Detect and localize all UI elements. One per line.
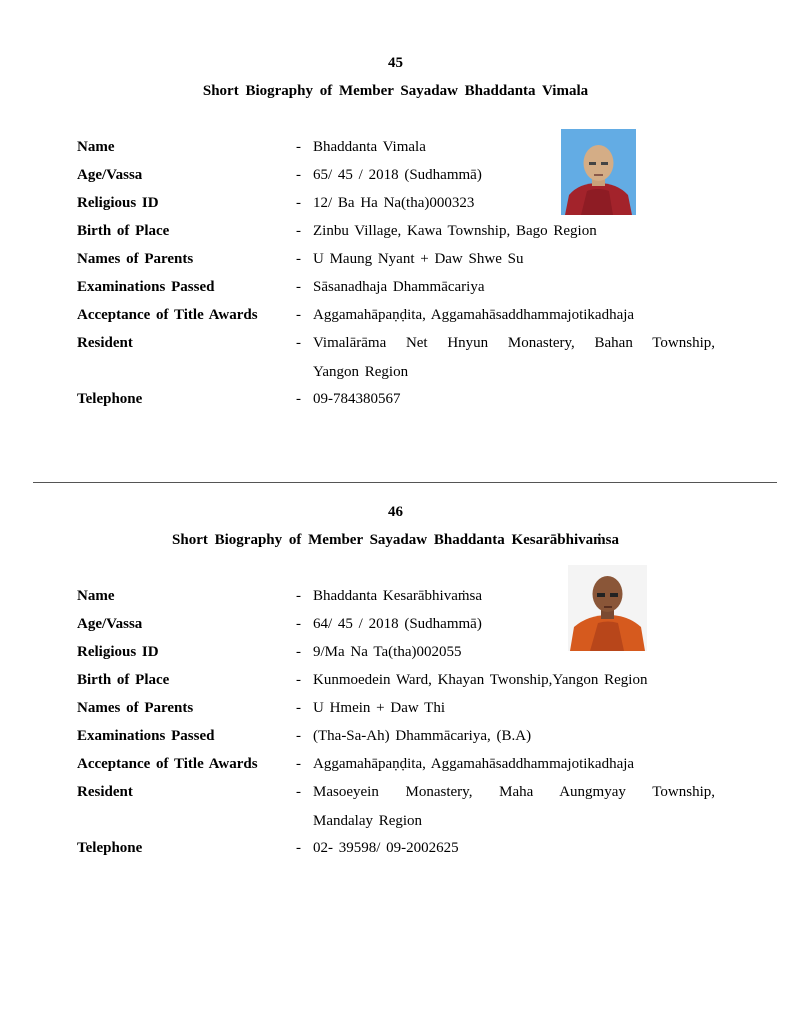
field-label: Resident bbox=[77, 784, 133, 800]
field-label: Religious ID bbox=[77, 195, 159, 211]
field-label: Name bbox=[77, 139, 115, 155]
field-row-name bbox=[0, 139, 791, 167]
field-row-telephone bbox=[0, 391, 791, 419]
field-dash: - bbox=[296, 251, 301, 267]
field-dash: - bbox=[296, 756, 301, 772]
field-value: 9/Ma Na Ta(tha)002055 bbox=[313, 644, 462, 660]
field-row-age bbox=[0, 167, 791, 195]
field-dash: - bbox=[296, 672, 301, 688]
field-row-religious-id bbox=[0, 644, 791, 672]
field-label: Birth of Place bbox=[77, 672, 170, 688]
field-value: Aggamahāpaṇḍita, Aggamahāsaddhammajotikadhaja bbox=[313, 756, 635, 772]
field-dash: - bbox=[296, 335, 301, 351]
field-row-age bbox=[0, 616, 791, 644]
field-value: 02- 39598/ 09-2002625 bbox=[313, 840, 459, 856]
field-dash: - bbox=[296, 167, 301, 183]
field-value: Sāsanadhaja Dhammācariya bbox=[313, 279, 485, 295]
field-row-resident bbox=[0, 335, 791, 363]
field-value-continuation: Yangon Region bbox=[313, 364, 409, 380]
field-row-name bbox=[0, 588, 791, 616]
field-dash: - bbox=[296, 279, 301, 295]
field-dash: - bbox=[296, 223, 301, 239]
biography-number: 46 bbox=[388, 504, 403, 520]
field-value: Kunmoedein Ward, Khayan Twonship,Yangon Region bbox=[313, 672, 648, 688]
field-value: Zinbu Village, Kawa Township, Bago Region bbox=[313, 223, 597, 239]
field-dash: - bbox=[296, 307, 301, 323]
field-row-parents bbox=[0, 700, 791, 728]
field-value: 65/ 45 / 2018 (Sudhammā) bbox=[313, 167, 482, 183]
section-divider bbox=[33, 482, 777, 483]
field-value-continuation: Mandalay Region bbox=[313, 813, 423, 829]
field-label: Examinations Passed bbox=[77, 728, 215, 744]
field-row-exams bbox=[0, 279, 791, 307]
field-value: Masoeyein Monastery, Maha Aungmyay Township, bbox=[313, 784, 715, 800]
field-value: Aggamahāpaṇḍita, Aggamahāsaddhammajotikadhaja bbox=[313, 307, 635, 323]
field-label: Age/Vassa bbox=[77, 167, 143, 183]
field-row-parents bbox=[0, 251, 791, 279]
field-dash: - bbox=[296, 391, 301, 407]
field-label: Names of Parents bbox=[77, 700, 194, 716]
field-label: Telephone bbox=[77, 391, 143, 407]
field-dash: - bbox=[296, 728, 301, 744]
field-label: Birth of Place bbox=[77, 223, 170, 239]
field-dash: - bbox=[296, 700, 301, 716]
field-label: Name bbox=[77, 588, 115, 604]
field-row-birth bbox=[0, 672, 791, 700]
field-row-resident bbox=[0, 784, 791, 812]
field-value: 64/ 45 / 2018 (Sudhammā) bbox=[313, 616, 482, 632]
field-row-telephone bbox=[0, 840, 791, 868]
field-dash: - bbox=[296, 840, 301, 856]
biography-title: Short Biography of Member Sayadaw Bhaddanta Vimala bbox=[202, 83, 589, 99]
field-value: 12/ Ba Ha Na(tha)000323 bbox=[313, 195, 475, 211]
biography-number: 45 bbox=[388, 55, 403, 71]
field-label: Acceptance of Title Awards bbox=[77, 307, 258, 323]
field-label: Religious ID bbox=[77, 644, 159, 660]
field-value: 09-784380567 bbox=[313, 391, 401, 407]
field-value: (Tha-Sa-Ah) Dhammācariya, (B.A) bbox=[313, 728, 532, 744]
field-value: Vimalārāma Net Hnyun Monastery, Bahan Township, bbox=[313, 335, 715, 351]
field-label: Names of Parents bbox=[77, 251, 194, 267]
field-dash: - bbox=[296, 616, 301, 632]
field-dash: - bbox=[296, 195, 301, 211]
field-row-exams bbox=[0, 728, 791, 756]
field-dash: - bbox=[296, 784, 301, 800]
field-row-birth bbox=[0, 223, 791, 251]
field-row-religious-id bbox=[0, 195, 791, 223]
field-row-resident-cont bbox=[0, 364, 791, 392]
field-label: Resident bbox=[77, 335, 133, 351]
field-dash: - bbox=[296, 139, 301, 155]
field-value: Bhaddanta Kesarābhivaṁsa bbox=[313, 588, 483, 604]
field-row-resident-cont bbox=[0, 813, 791, 841]
field-dash: - bbox=[296, 588, 301, 604]
field-value: U Hmein + Daw Thi bbox=[313, 700, 445, 716]
field-label: Age/Vassa bbox=[77, 616, 143, 632]
field-value: U Maung Nyant + Daw Shwe Su bbox=[313, 251, 524, 267]
field-dash: - bbox=[296, 644, 301, 660]
field-value: Bhaddanta Vimala bbox=[313, 139, 426, 155]
field-label: Telephone bbox=[77, 840, 143, 856]
biography-title: Short Biography of Member Sayadaw Bhaddanta Kesarābhivaṁsa bbox=[172, 532, 619, 548]
field-label: Examinations Passed bbox=[77, 279, 215, 295]
field-label: Acceptance of Title Awards bbox=[77, 756, 258, 772]
